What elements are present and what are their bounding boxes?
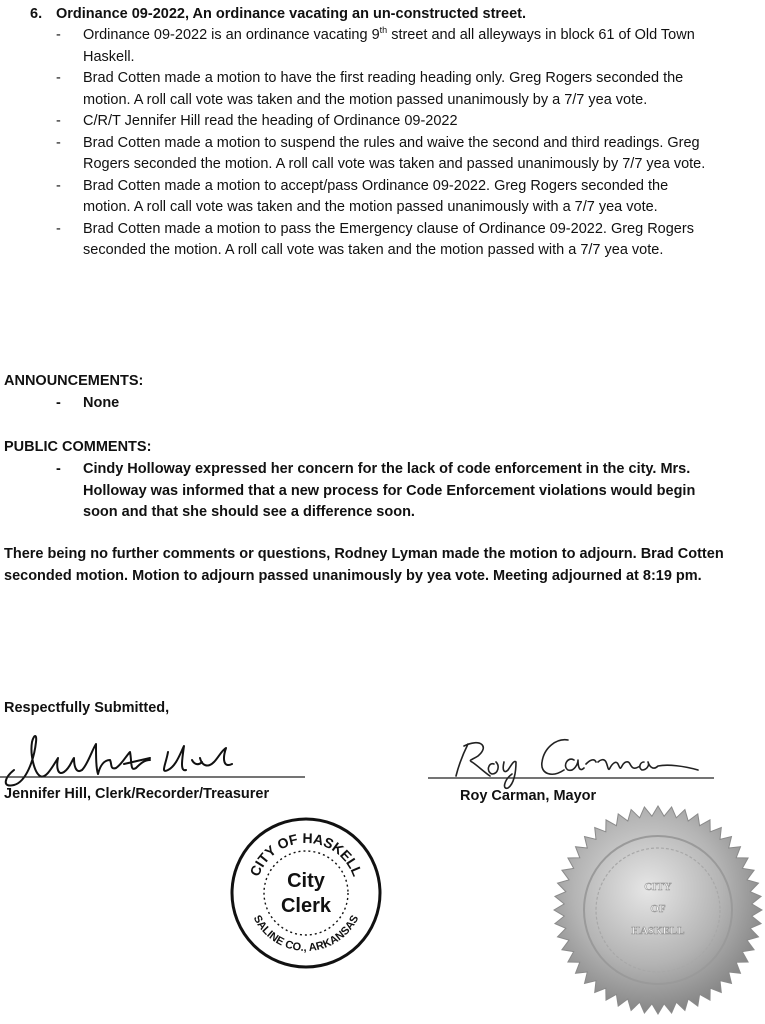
svg-text:City: City bbox=[287, 870, 325, 892]
public-comments-list bbox=[56, 459, 716, 524]
list-item: - Cindy Holloway expressed her concern for the lack of code enforcement in the city. Mrs. Holloway was informed that a new process for Code Enforcement violations would begin soon and that she should see a difference soon. bbox=[56, 461, 696, 520]
mayor-signature-label: Roy Carman, Mayor bbox=[460, 788, 597, 804]
list-item: - Brad Cotten made a motion to pass the Emergency clause of Ordinance 09-2022. Greg Rogers seconded the motion. A roll call vote was taken and the motion passed with a 7/7 yea vote. bbox=[56, 220, 694, 258]
clerk-signature bbox=[0, 730, 310, 790]
adjournment-paragraph: There being no further comments or questions, Rodney Lyman made the motion to adjourn. Brad Cotten seconded motion. Motion to adjourn passed unanimously by yea vote. Meeting adjourned at 8:19 pm. bbox=[4, 546, 724, 584]
svg-text:OF: OF bbox=[650, 903, 666, 915]
agenda-item-number: 6. bbox=[30, 6, 43, 22]
bullet-dash: - bbox=[56, 70, 61, 86]
list-item: - C/R/T Jennifer Hill read the heading of Ordinance 09-2022 bbox=[56, 111, 716, 133]
svg-text:HASKELL: HASKELL bbox=[631, 925, 685, 937]
svg-text:SALINE CO., ARKANSAS: SALINE CO., ARKANSAS bbox=[250, 913, 362, 955]
city-clerk-seal bbox=[228, 815, 384, 971]
agenda-item-heading bbox=[30, 4, 526, 26]
announcements-heading: ANNOUNCEMENTS: bbox=[4, 373, 144, 389]
list-item: - Ordinance 09-2022 is an ordinance vacating 9th street and all alleyways in block 61 of Old Town Haskell. bbox=[56, 25, 695, 65]
respectfully-submitted: Respectfully Submitted, bbox=[4, 700, 170, 716]
clerk-signature-label: Jennifer Hill, Clerk/Recorder/Treasurer bbox=[4, 786, 270, 802]
bullet-dash: - bbox=[56, 395, 61, 411]
embossed-city-seal bbox=[552, 804, 764, 1016]
bullet-dash: - bbox=[56, 27, 61, 43]
bullet-dash: - bbox=[56, 113, 61, 129]
bullet-dash: - bbox=[56, 177, 61, 194]
announcements-list bbox=[56, 393, 716, 415]
list-item: - None bbox=[56, 393, 716, 415]
bullet-dash: - bbox=[56, 461, 61, 477]
svg-text:CITY: CITY bbox=[644, 881, 672, 893]
svg-text:Clerk: Clerk bbox=[280, 895, 332, 917]
list-item: - Brad Cotten made a motion to suspend the rules and waive the second and third readings. Greg Rogers seconded the motion. A roll call vote was taken and passed unanimously by 7/7 yea vote. bbox=[56, 134, 706, 172]
bullet-dash: - bbox=[56, 134, 61, 151]
agenda-item-title: Ordinance 09-2022, An ordinance vacating an un-constructed street. bbox=[56, 6, 527, 22]
list-item: - Brad Cotten made a motion to accept/pass Ordinance 09-2022. Greg Rogers seconded the motion. A roll call vote was taken and the motion passed unanimously with a 7/7 yea vote. bbox=[56, 177, 669, 215]
mayor-signature bbox=[428, 732, 718, 790]
public-comments-heading: PUBLIC COMMENTS: bbox=[4, 439, 152, 455]
bullet-dash: - bbox=[56, 220, 61, 237]
svg-text:CITY OF HASKELL: CITY OF HASKELL bbox=[246, 829, 366, 879]
ordinance-bullet-list bbox=[56, 25, 716, 262]
list-item: - Brad Cotten made a motion to have the first reading heading only. Greg Rogers seconded the motion. A roll call vote was taken and the motion passed unanimously by a 7/7 yea vote. bbox=[56, 70, 684, 108]
